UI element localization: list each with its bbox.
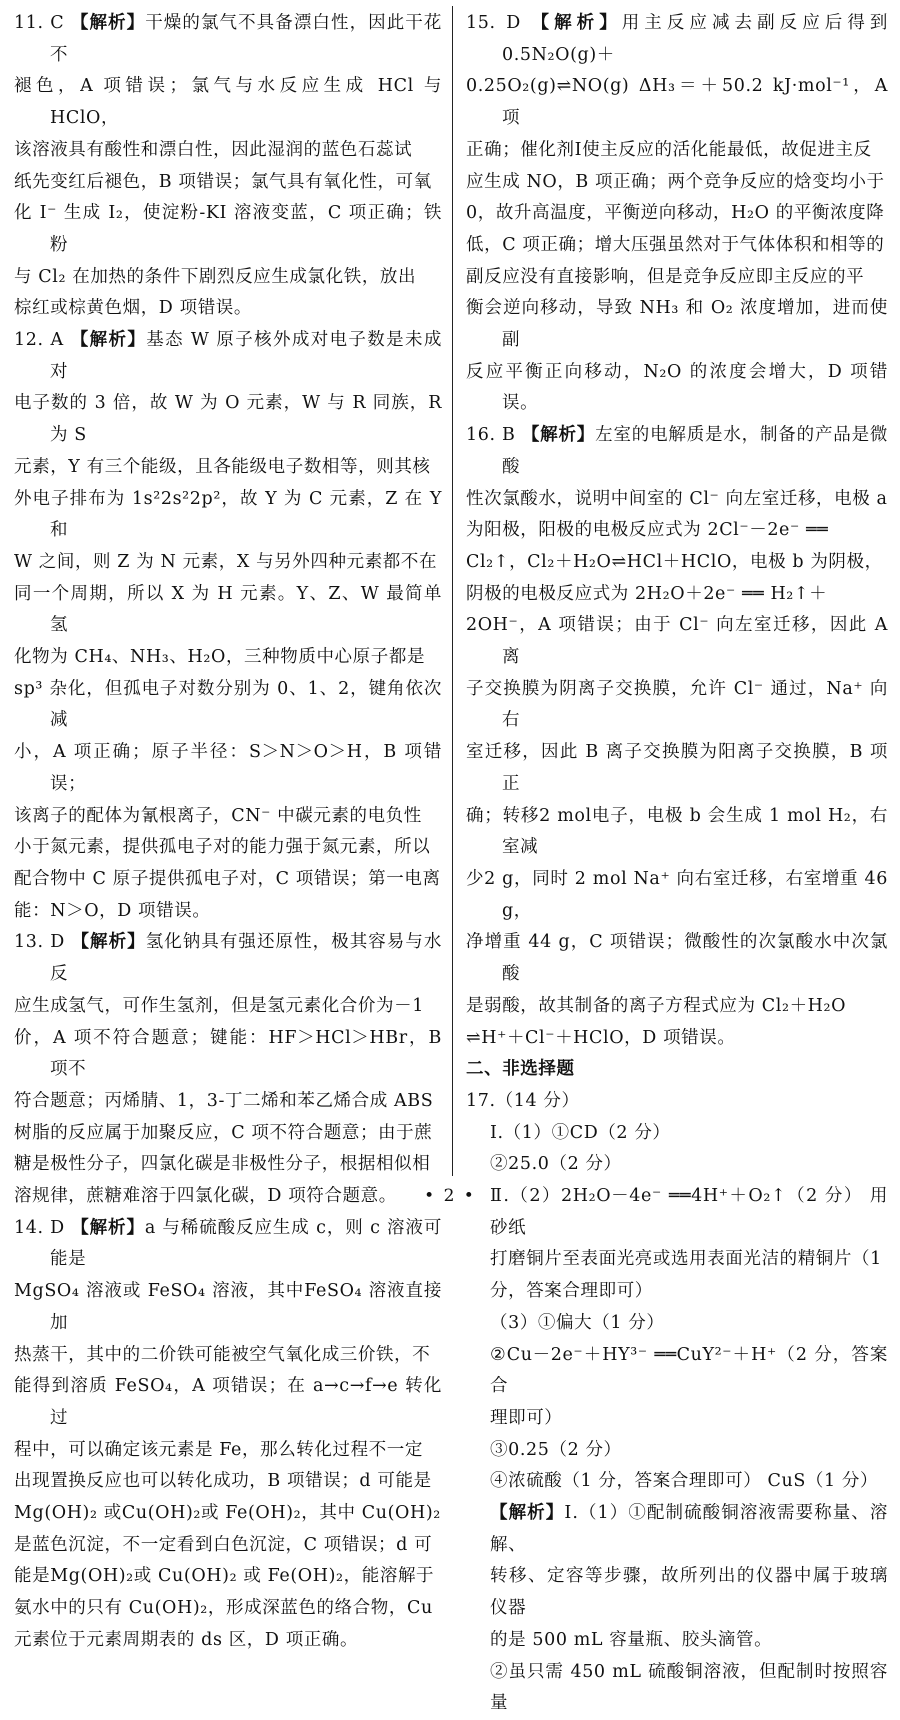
text-line: 同一个周期，所以 X 为 H 元素。Y、Z、W 最简单氢 — [14, 583, 442, 636]
text-line: 应生成 NO，B 项正确；两个竞争反应的焓变均小于 — [466, 171, 885, 192]
text-line: 该离子的配体为氰根离子，CN⁻ 中碳元素的电负性 — [14, 805, 422, 826]
text-line: 12. A 【解析】基态 W 原子核外成对电子数是未成对 — [14, 330, 442, 382]
analysis-tag: 【解析】 — [70, 13, 146, 33]
text-line: Ⅱ.（2）2H₂O－4e⁻ ══4H⁺＋O₂↑（2 分） 用砂纸 — [490, 1186, 888, 1238]
text-line: 0，故升高温度，平衡逆向移动，H₂O 的平衡浓度降 — [466, 203, 885, 224]
answer-11 — [14, 8, 442, 325]
left-column — [14, 8, 442, 1657]
text-line: 程中，可以确定该元素是 Fe，那么转化过程不一定 — [14, 1439, 424, 1460]
answer-16 — [466, 420, 888, 1054]
text-line: MgSO₄ 溶液或 FeSO₄ 溶液，其中FeSO₄ 溶液直接加 — [14, 1281, 442, 1333]
text-line: Mg(OH)₂ 或Cu(OH)₂或 Fe(OH)₂，其中 Cu(OH)₂ — [14, 1503, 441, 1524]
analysis-tag: 【解析】 — [521, 425, 596, 446]
text-line: 低，C 项正确；增大压强虽然对于气体体积和相等的 — [466, 234, 885, 255]
text-line: 外电子排布为 1s²2s²2p²，故 Y 为 C 元素，Z 在 Y 和 — [14, 488, 442, 541]
answer-13 — [14, 927, 442, 1212]
text-line: sp³ 杂化，但孤电子对数分别为 0、1、2，键角依次减 — [14, 678, 442, 731]
text-line: 14. D 【解析】a 与稀硫酸反应生成 c，则 c 溶液可能是 — [14, 1217, 442, 1270]
text-line: ③0.25（2 分） — [490, 1439, 622, 1460]
text-line: 子交换膜为阴离子交换膜，允许 Cl⁻ 通过，Na⁺ 向右 — [466, 678, 888, 731]
analysis-tag: 【解析】 — [71, 932, 146, 953]
text-line: 出现置换反应也可以转化成功，B 项错误；d 可能是 — [14, 1471, 432, 1492]
text-line: 正确；催化剂Ⅰ使主反应的活化能最低，故促进主反 — [466, 139, 872, 160]
text-line: 【解析】Ⅰ.（1）①配制硫酸铜溶液需要称量、溶解、 — [490, 1503, 888, 1555]
text-line: 确；转移2 mol电子，电极 b 会生成 1 mol H₂，右室减 — [466, 805, 888, 858]
text-line: ②虽只需 450 mL 硫酸铜溶液，但配制时按照容量 — [490, 1661, 888, 1714]
text-line: 糖是极性分子，四氯化碳是非极性分子，根据相似相 — [14, 1154, 431, 1175]
text-line: 元素位于元素周期表的 ds 区，D 项正确。 — [14, 1629, 359, 1650]
analysis-tag: 【解析】 — [70, 330, 147, 351]
text-line: 是弱酸，故其制备的离子方程式应为 Cl₂＋H₂O — [466, 995, 847, 1016]
text-line: 与 Cl₂ 在加热的条件下剧烈反应生成氯化铁，放出 — [14, 266, 417, 287]
text-line: 热蒸干，其中的二价铁可能被空气氧化成三价铁，不 — [14, 1344, 431, 1365]
page-number: • 2 • — [424, 1186, 476, 1206]
text-line: 元素，Y 有三个能级，且各能级电子数相等，则其核 — [14, 456, 431, 477]
text-line: 能：N＞O，D 项错误。 — [14, 900, 211, 921]
column-divider — [452, 6, 453, 1176]
text-line: 符合题意；丙烯腈、1，3-丁二烯和苯乙烯合成 ABS — [14, 1090, 434, 1111]
text-line: 副反应没有直接影响，但是竞争反应即主反应的平 — [466, 266, 865, 287]
right-column — [466, 8, 888, 1720]
text-line: ②Cu－2e⁻＋HY³⁻ ══CuY²⁻＋H⁺（2 分，答案合 — [490, 1344, 888, 1397]
text-line: 转移、定容等步骤，故所列出的仪器中属于玻璃仪器 — [490, 1566, 888, 1619]
analysis-tag: 【解析】 — [71, 1217, 145, 1238]
text-line: 化物为 CH₄、NH₃、H₂O，三种物质中心原子都是 — [14, 647, 426, 668]
text-line: 小，A 项正确；原子半径：S＞N＞O＞H，B 项错误； — [14, 742, 442, 794]
answer-17 — [466, 1086, 888, 1720]
text-line: 净增重 44 g，C 项错误；微酸性的次氯酸水中次氯酸 — [466, 932, 888, 985]
text-line: 为阳极，阳极的电极反应式为 2Cl⁻－2e⁻ ══ — [466, 520, 829, 541]
text-line: 能得到溶质 FeSO₄，A 项错误；在 a→c→f→e 转化过 — [14, 1376, 442, 1428]
answer-14 — [14, 1213, 442, 1657]
text-line: 2OH⁻，A 项错误；由于 Cl⁻ 向左室迁移，因此 A 离 — [466, 615, 888, 668]
text-line: Ⅰ.（1）①CD（2 分） — [490, 1122, 671, 1143]
text-line: 0.25O₂(g)⇌NO(g) ΔH₃＝＋50.2 kJ·mol⁻¹，A 项 — [466, 76, 888, 129]
text-line: 的是 500 mL 容量瓶、胶头滴管。 — [490, 1629, 773, 1650]
text-line: 该溶液具有酸性和漂白性，因此湿润的蓝色石蕊试 — [14, 139, 413, 160]
text-line: 氨水中的只有 Cu(OH)₂，形成深蓝色的络合物，Cu — [14, 1598, 433, 1619]
text-line: 二、非选择题 — [466, 1059, 575, 1080]
text-line: 打磨铜片至表面光亮或选用表面光洁的精铜片（1 — [490, 1249, 882, 1270]
text-line: （3）①偏大（1 分） — [490, 1312, 665, 1333]
text-line: 阴极的电极反应式为 2H₂O＋2e⁻ ══ H₂↑＋ — [466, 583, 828, 604]
text-line: 少2 g，同时 2 mol Na⁺ 向右室迁移，右室增重 46 g， — [466, 868, 888, 921]
text-line: 小于氮元素，提供孤电子对的能力强于氮元素，所以 — [14, 837, 431, 858]
text-line: 17.（14 分） — [466, 1090, 580, 1111]
text-line: 室迁移，因此 B 离子交换膜为阳离子交换膜，B 项正 — [466, 742, 888, 794]
text-line: 化 I⁻ 生成 I₂，使淀粉-KI 溶液变蓝，C 项正确；铁粉 — [14, 203, 442, 255]
text-line: Cl₂↑，Cl₂＋H₂O⇌HCl＋HClO，电极 b 为阴极， — [466, 551, 883, 572]
text-line: 溶规律，蔗糖难溶于四氯化碳，D 项符合题意。 — [14, 1186, 397, 1207]
text-line: 11. C 【解析】干燥的氯气不具备漂白性，因此干花不 — [14, 13, 442, 65]
text-line: 分，答案合理即可） — [490, 1281, 653, 1302]
text-line: ②25.0（2 分） — [490, 1154, 622, 1175]
text-line: 13. D 【解析】氢化钠具有强还原性，极其容易与水反 — [14, 932, 442, 985]
text-line: ⇌H⁺＋Cl⁻＋HClO，D 项错误。 — [466, 1027, 736, 1048]
analysis-tag: 【解析】 — [531, 13, 622, 33]
text-line: 褪色，A 项错误；氯气与水反应生成 HCl 与 HClO， — [14, 76, 442, 129]
text-line: ④浓硫酸（1 分，答案合理即可） CuS（1 分） — [490, 1471, 879, 1492]
text-line: 纸先变红后褪色，B 项错误；氯气具有氧化性，可氧 — [14, 171, 432, 192]
answer-15 — [466, 8, 888, 420]
text-line: 应生成氢气，可作生氢剂，但是氢元素化合价为－1 — [14, 995, 424, 1016]
text-line: 性次氯酸水，说明中间室的 Cl⁻ 向左室迁移，电极 a — [466, 488, 888, 509]
text-line: 16. B 【解析】左室的电解质是水，制备的产品是微酸 — [466, 425, 888, 477]
text-line: W 之间，则 Z 为 N 元素，X 与另外四种元素都不在 — [14, 551, 438, 572]
answer-12 — [14, 325, 442, 927]
text-line: 能是Mg(OH)₂或 Cu(OH)₂ 或 Fe(OH)₂，能溶解于 — [14, 1566, 435, 1587]
text-line: 是蓝色沉淀，不一定看到白色沉淀，C 项错误；d 可 — [14, 1534, 433, 1555]
text-line: 价，A 项不符合题意；键能：HF＞HCl＞HBr，B 项不 — [14, 1027, 442, 1080]
text-line: 衡会逆向移动，导致 NH₃ 和 O₂ 浓度增加，进而使副 — [466, 298, 888, 351]
text-line: 配合物中 C 原子提供孤电子对，C 项错误；第一电离 — [14, 868, 441, 889]
text-line: 棕红或棕黄色烟，D 项错误。 — [14, 298, 252, 319]
text-line: 理即可） — [490, 1407, 563, 1428]
text-line: 电子数的 3 倍，故 W 为 O 元素，W 与 R 同族，R 为 S — [14, 393, 442, 446]
analysis-tag: 【解析】 — [490, 1503, 565, 1524]
section-heading-non-choice — [466, 1054, 888, 1086]
text-line: 15. D 【解析】用主反应减去副反应后得到 0.5N₂O(g)＋ — [466, 13, 888, 65]
text-line: 树脂的反应属于加聚反应，C 项不符合题意；由于蔗 — [14, 1122, 433, 1143]
text-line: 反应平衡正向移动，N₂O 的浓度会增大，D 项错误。 — [466, 361, 888, 414]
